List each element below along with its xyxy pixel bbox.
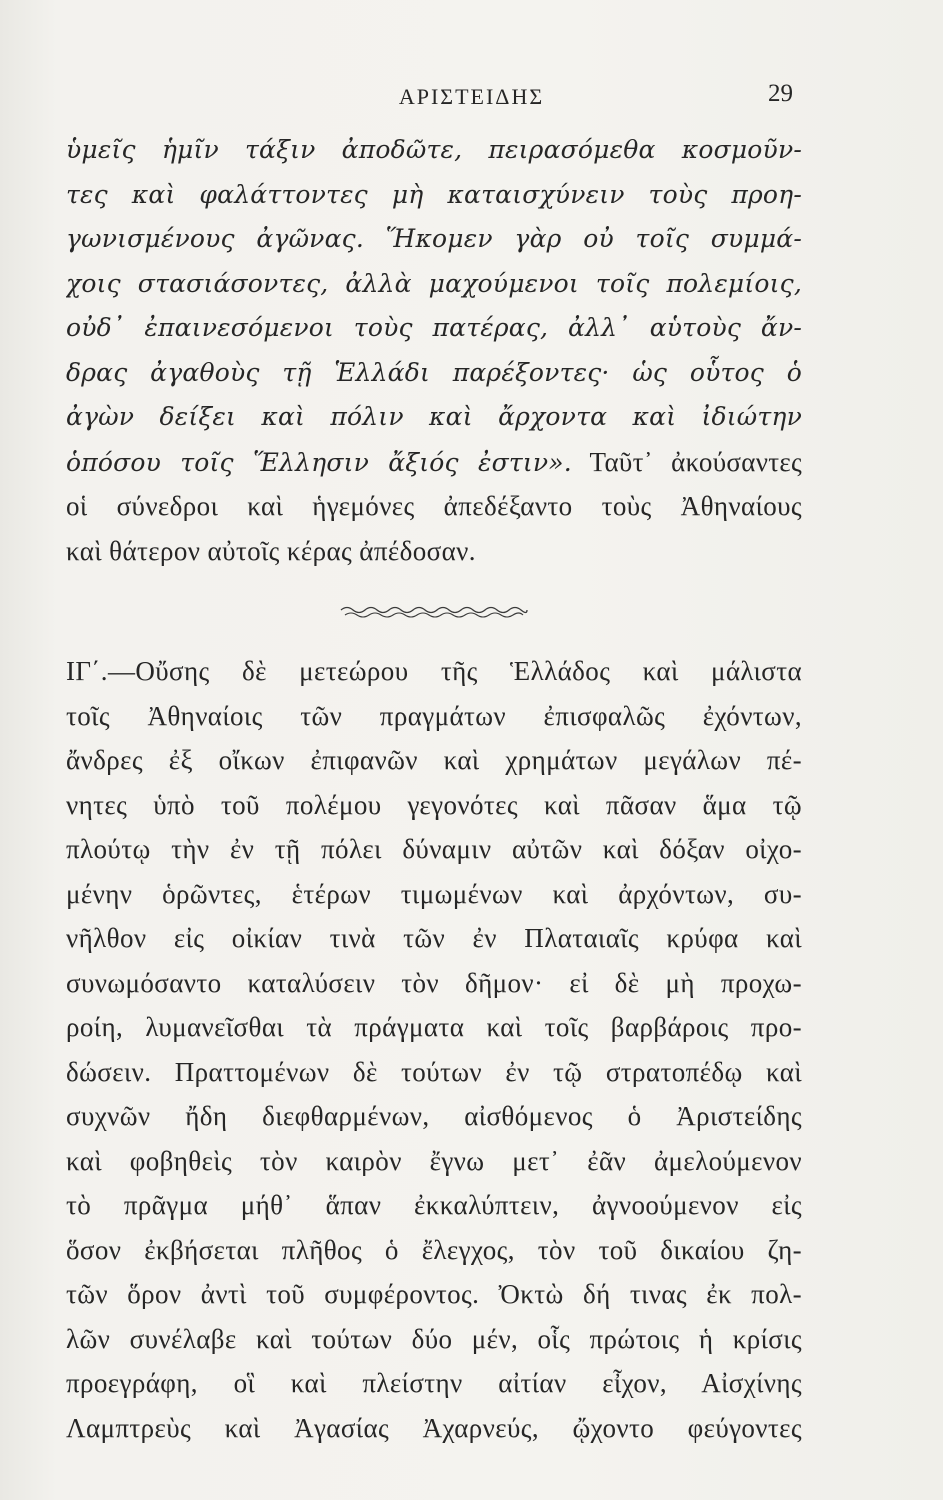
text-line: καὶ φοβηθεὶς τὸν καιρὸν ἔγνω μετ᾽ ἐᾶν ἀμελούμενον: [66, 1145, 802, 1176]
narrative-resume-text: Ταῦτ᾽ ἀκούσαντες: [571, 446, 802, 477]
text-line: πλούτῳ τὴν ἐν τῇ πόλει δύναμιν αὐτῶν καὶ δόξαν οἰχο-: [66, 834, 802, 864]
running-title: ΑΡΙΣΤΕΙΔΗΣ: [398, 84, 545, 109]
running-header: [0, 78, 943, 118]
section-first-line: [66, 649, 802, 694]
text-line: λῶν συνέλαβε καὶ τούτων δύο μέν, οἷς πρώτοις ἡ κρίσις: [66, 1323, 802, 1354]
quoted-speech: [66, 128, 802, 484]
speech-line: οὐδ᾽ ἐπαινεσόμενοι τοὺς πατέρας, ἀλλ᾽ αὑτοὺς ἄν-: [66, 313, 802, 342]
section-first-line-text: —Οὔσης δὲ μετεώρου τῆς Ἑλλάδος καὶ μάλιστα: [107, 656, 802, 686]
speech-closing-italic: ὁπόσου τοῖς Ἕλλησιν ἄξιός ἐστιν».: [66, 447, 572, 477]
wavy-rule-icon: [339, 603, 529, 621]
text-line: καὶ θάτερον αὐτοῖς κέρας ἀπέδοσαν.: [66, 535, 476, 566]
text-line: μένην ὁρῶντες, ἑτέρων τιμωμένων καὶ ἀρχόντων, συ-: [66, 878, 802, 909]
main-text: [66, 128, 802, 1450]
text-line: ἄνδρες ἐξ οἴκων ἐπιφανῶν καὶ χρημάτων μεγάλων πέ-: [66, 745, 802, 775]
text-line: τῶν ὅρον ἀντὶ τοῦ συμφέροντος. Ὀκτὼ δή τινας ἐκ πολ-: [66, 1279, 802, 1309]
narrative-paragraph: [66, 484, 802, 573]
speech-line: χοις στασιάσοντες, ἀλλὰ μαχούμενοι τοῖς πολεμίοις,: [66, 268, 802, 298]
text-line: συνωμόσαντο καταλύσειν τὸν δῆμον· εἰ δὲ μὴ προχω-: [66, 967, 802, 998]
text-line: νῆλθον εἰς οἰκίαν τινὰ τῶν ἐν Πλαταιαῖς κρύφα καὶ: [66, 923, 802, 953]
speech-line: ὑμεῖς ἡμῖν τάξιν ἀποδῶτε, πειρασόμεθα κοσμοῦν-: [66, 135, 802, 164]
text-line: συχνῶν ἤδη διεφθαρμένων, αἰσθόμενος ὁ Ἀριστείδης: [66, 1101, 802, 1131]
speech-line: τες καὶ φαλάττοντες μὴ καταισχύνειν τοὺς προη-: [66, 179, 802, 209]
text-line: τοῖς Ἀθηναίοις τῶν πραγμάτων ἐπισφαλῶς ἐχόντων,: [66, 700, 802, 731]
section-13-paragraph: [66, 649, 802, 1450]
text-line: ροίη, λυμανεῖσθαι τὰ πράγματα καὶ τοῖς βαρβάροις προ-: [66, 1012, 802, 1042]
text-line: δώσειν. Πραττομένων δὲ τούτων ἐν τῷ στρατοπέδῳ καὶ: [66, 1056, 802, 1087]
section-number: ΙΓ΄.: [66, 656, 108, 686]
speech-line: δρας ἀγαθοὺς τῇ Ἑλλάδι παρέξοντες· ὡς οὗτος ὁ: [66, 357, 802, 387]
text-line: Λαμπτρεὺς καὶ Ἀγασίας Ἀχαρνεύς, ᾤχοντο φεύγοντες: [66, 1412, 802, 1443]
speech-closing-line: [66, 440, 802, 485]
speech-line: ἀγὼν δείξει καὶ πόλιν καὶ ἄρχοντα καὶ ἰδιώτην: [66, 402, 802, 431]
speech-line: γωνισμένους ἀγῶνας. Ἥκομεν γὰρ οὐ τοῖς συμμά-: [66, 224, 802, 253]
page-number: 29: [768, 80, 793, 107]
text-line: τὸ πρᾶγμα μήθ᾽ ἅπαν ἐκκαλύπτειν, ἀγνοούμενον εἰς: [66, 1190, 802, 1220]
text-line: νητες ὑπὸ τοῦ πολέμου γεγονότες καὶ πᾶσαν ἅμα τῷ: [66, 789, 802, 820]
section-divider-ornament: [339, 603, 529, 621]
text-line: οἱ σύνεδροι καὶ ἡγεμόνες ἀπεδέξαντο τοὺς Ἀθηναίους: [66, 491, 802, 521]
text-line: προεγράφη, οἳ καὶ πλείστην αἰτίαν εἶχον, Αἰσχίνης: [66, 1368, 802, 1398]
text-line: ὅσον ἐκβήσεται πλῆθος ὁ ἔλεγχος, τὸν τοῦ δικαίου ζη-: [66, 1234, 802, 1265]
